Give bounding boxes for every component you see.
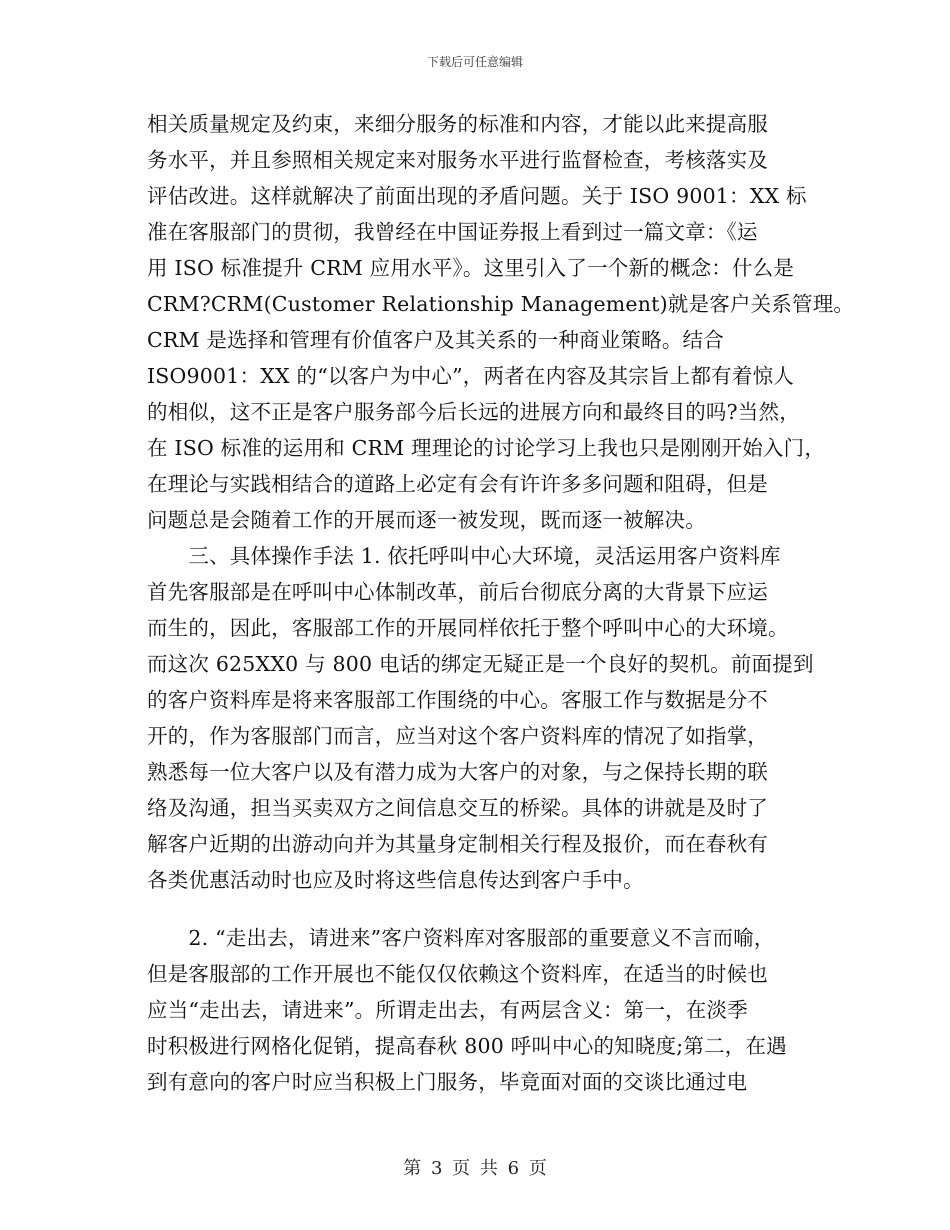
text-line: 问题总是会随着工作的开展而逐一被发现，既而逐一被解决。 — [147, 508, 706, 532]
text-line: 各类优惠活动时也应及时将这些信息传达到客户手中。 — [147, 868, 644, 892]
page-header-note: 下载后可任意编辑 — [426, 55, 523, 69]
text-line: ISO9001：XX 的“以客户为中心”，两者在内容及其宗旨上都有着惊人 — [147, 364, 794, 388]
text-line: 时积极进行网格化促销，提高春秋 800 呼叫中心的知晓度;第二，在遇 — [147, 1034, 787, 1058]
text-line: CRM?CRM(Customer Relationship Management)就是客户关系管理。 — [147, 292, 855, 316]
text-line: 而这次 625XX0 与 800 电话的绑定无疑正是一个良好的契机。前面提到 — [147, 652, 814, 676]
text-line: 三、具体操作手法 1. 依托呼叫中心大环境，灵活运用客户资料库 — [147, 544, 781, 568]
text-line: CRM 是选择和管理有价值客户及其关系的一种商业策略。结合 — [147, 328, 724, 352]
text-line: 解客户近期的出游动向并为其量身定制相关行程及报价，而在春秋有 — [147, 832, 768, 856]
text-line: 准在客服部门的贯彻，我曾经在中国证券报上看到过一篇文章：《运 — [147, 220, 758, 244]
text-line: 熟悉每一位大客户以及有潜力成为大客户的对象，与之保持长期的联 — [147, 760, 768, 784]
text-line: 用 ISO 标准提升 CRM 应用水平》。这里引入了一个新的概念：什么是 — [147, 256, 795, 280]
text-line: 应当“走出去，请进来”。所谓走出去，有两层含义：第一，在淡季 — [147, 998, 748, 1022]
page-number: 第 3 页 共 6 页 — [403, 1158, 547, 1179]
text-line: 开的，作为客服部门而言，应当对这个客户资料库的情况了如指掌， — [147, 724, 768, 748]
text-line: 而生的，因此，客服部工作的开展同样依托于整个呼叫中心的大环境。 — [147, 616, 789, 640]
text-line: 但是客服部的工作开展也不能仅仅依赖这个资料库，在适当的时候也 — [147, 962, 768, 986]
text-line: 的客户资料库是将来客服部工作围绕的中心。客服工作与数据是分不 — [147, 688, 768, 712]
text-line: 络及沟通，担当买卖双方之间信息交互的桥梁。具体的讲就是及时了 — [147, 796, 768, 820]
text-line: 务水平，并且参照相关规定来对服务水平进行监督检查，考核落实及 — [147, 148, 768, 172]
text-line: 在 ISO 标准的运用和 CRM 理理论的讨论学习上我也只是刚刚开始入门， — [147, 436, 826, 460]
text-line: 2. “走出去，请进来”客户资料库对客服部的重要意义不言而喻， — [147, 926, 775, 950]
text-line: 相关质量规定及约束，来细分服务的标准和内容，才能以此来提高服 — [147, 112, 768, 136]
text-line: 到有意向的客户时应当积极上门服务，毕竟面对面的交谈比通过电 — [147, 1070, 748, 1094]
text-line: 的相似，这不正是客户服务部今后长远的进展方向和最终目的吗?当然， — [147, 400, 800, 424]
text-line: 在理论与实践相结合的道路上必定有会有许许多多问题和阻碍，但是 — [147, 472, 768, 496]
text-line: 评估改进。这样就解决了前面出现的矛盾问题。关于 ISO 9001：XX 标 — [147, 184, 807, 208]
text-line: 首先客服部是在呼叫中心体制改革，前后台彻底分离的大背景下应运 — [147, 580, 768, 604]
